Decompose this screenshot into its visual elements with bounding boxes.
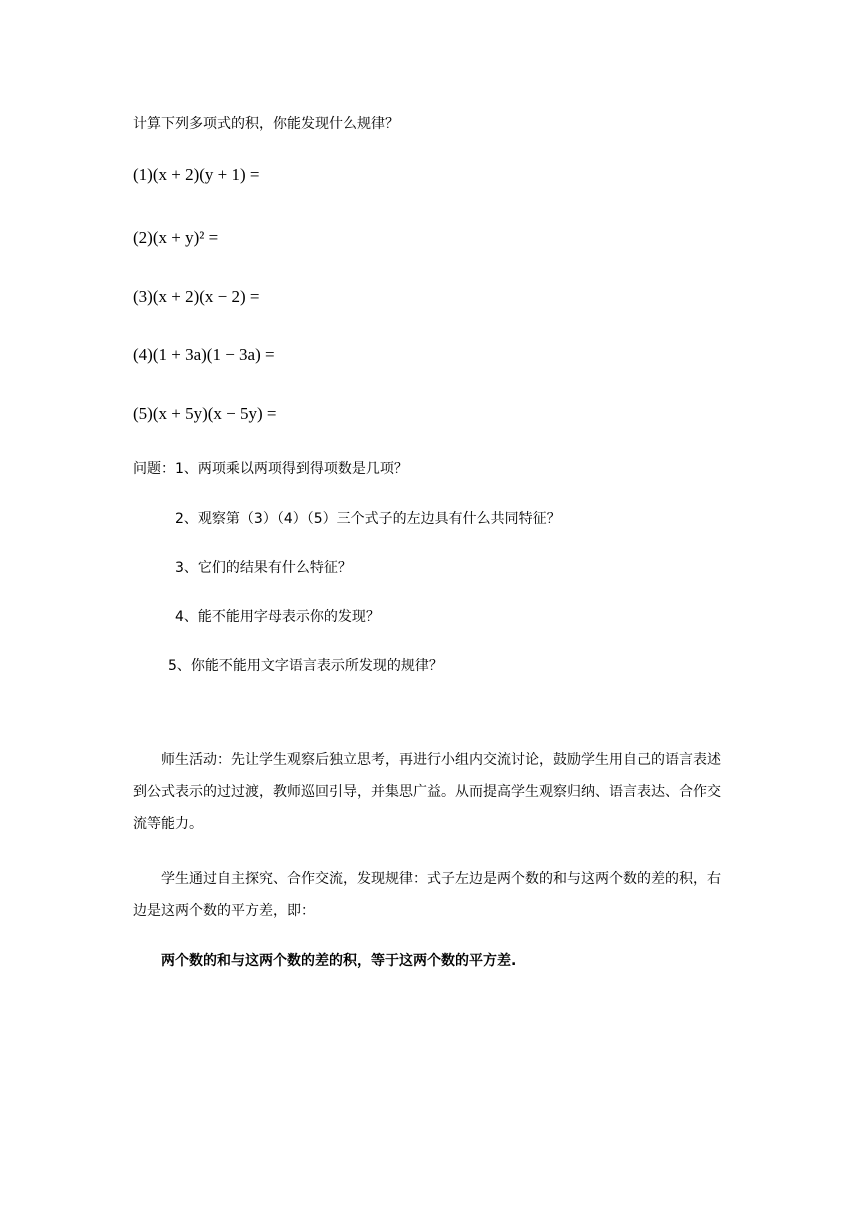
question-1: 问题：1、两项乘以两项得到得项数是几项？: [133, 461, 408, 477]
expression-3: (3)(x + 2)(x − 2) =: [133, 287, 260, 306]
question-5: 5、你能不能用文字语言表示所发现的规律？: [168, 658, 443, 674]
expression-5: (5)(x + 5y)(x − 5y) =: [133, 404, 277, 423]
student-discovery: 学生通过自主探究、合作交流，发现规律：式子左边是两个数的和与这两个数的差的积，右边是这两个数的平方差，即：: [133, 871, 721, 919]
intro-text: 计算下列多项式的积，你能发现什么规律？: [133, 116, 399, 132]
question-4: 4、能不能用字母表示你的发现？: [175, 609, 380, 625]
expression-2: (2)(x + y)² =: [133, 228, 219, 247]
expression-1: (1)(x + 2)(y + 1) =: [133, 165, 260, 184]
teacher-student-activity: 师生活动：先让学生观察后独立思考，再进行小组内交流讨论，鼓励学生用自己的语言表述到公式表示的过过渡，教师巡回引导，并集思广益。从而提高学生观察归纳、语言表达、合作交流等能力。: [133, 752, 721, 832]
question-2: 2、观察第（3）（4）（5）三个式子的左边具有什么共同特征？: [175, 511, 561, 527]
rule-conclusion: 两个数的和与这两个数的差的积，等于这两个数的平方差.: [161, 953, 517, 969]
question-3: 3、它们的结果有什么特征？: [175, 560, 352, 576]
expression-4: (4)(1 + 3a)(1 − 3a) =: [133, 345, 275, 364]
